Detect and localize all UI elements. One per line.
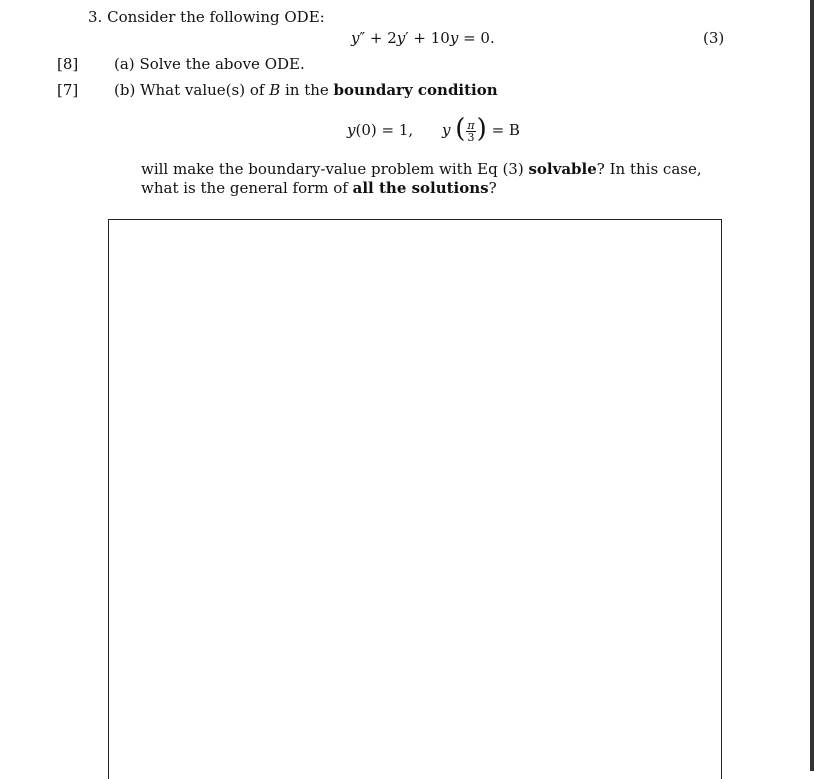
part-b-label: (b)	[114, 81, 136, 99]
question-number: 3.	[88, 8, 103, 26]
part-a-label: (a)	[114, 55, 135, 73]
part-a	[114, 55, 305, 74]
pi-over-3-fraction: $\frac{\pi}{3}$	[467, 118, 475, 144]
answer-box[interactable]	[108, 219, 722, 779]
question-header	[88, 8, 325, 27]
part-b-text: What value(s) of B in the boundary condition	[140, 81, 498, 99]
page-edge	[810, 0, 814, 771]
question-intro: Consider the following ODE:	[107, 8, 325, 26]
ode-equation: y″ + 2y′ + 10y = 0.	[351, 29, 495, 47]
part-b-marks: [7]	[57, 81, 79, 99]
part-a-marks: [8]	[57, 55, 79, 73]
part-b	[114, 81, 498, 100]
boundary-right: y ( $\frac{\pi}{3}$ ) = B	[442, 114, 520, 144]
boundary-left: y(0) = 1,	[347, 121, 414, 139]
part-a-text: Solve the above ODE.	[139, 55, 305, 73]
equation-number: (3)	[703, 29, 725, 47]
part-b-continuation: will make the boundary-value problem with Eq (3) solvable? In this case, what is the general form of all the solutions?	[141, 160, 702, 197]
